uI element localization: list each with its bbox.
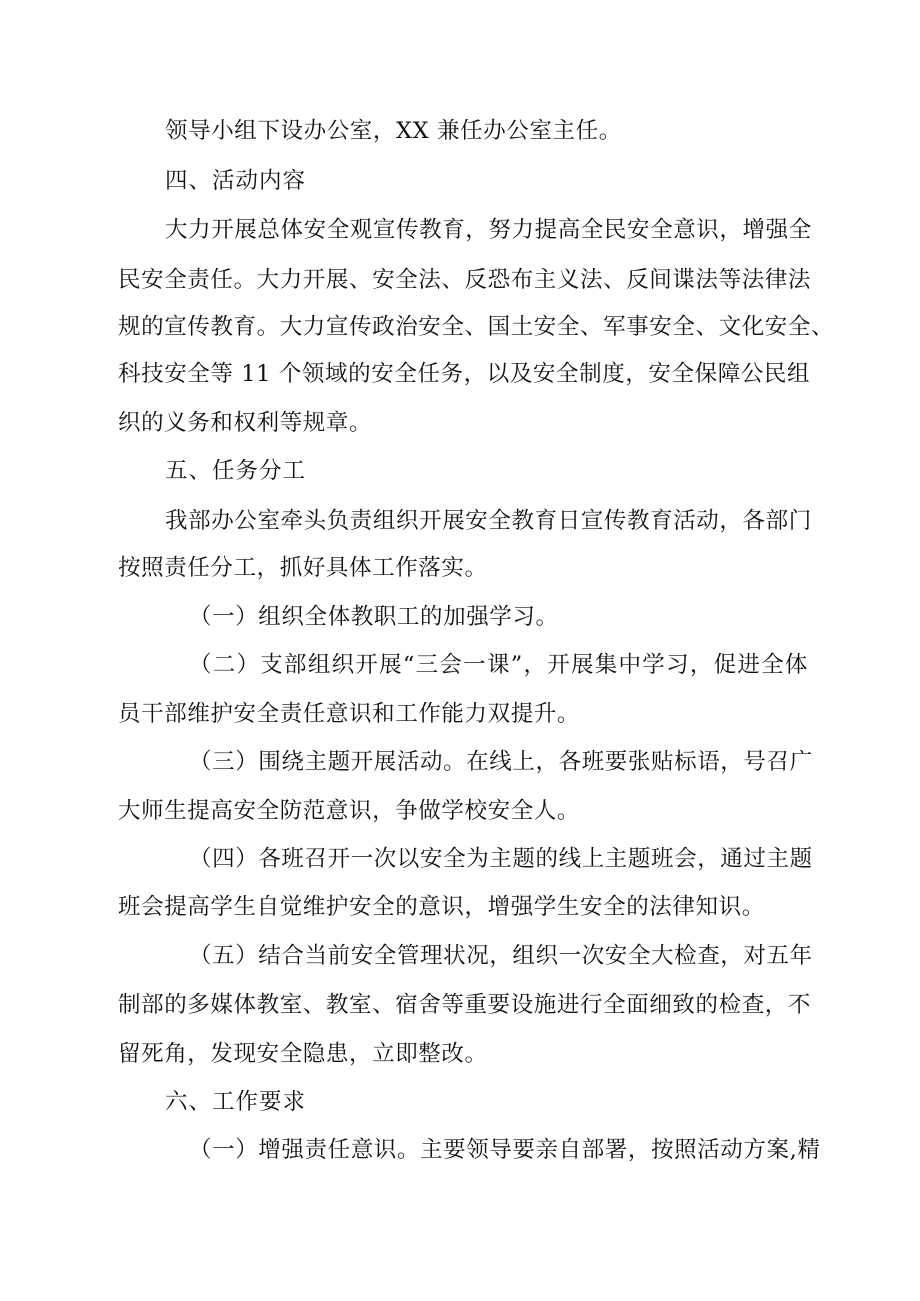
list-item: （二）支部组织开展“三会一课”，开展集中学习，促进全体 — [189, 652, 808, 678]
list-item: （一）增强责任意识。主要领导要亲自部署，按照活动方案,精 — [189, 1137, 821, 1163]
list-item-continuation: 班会提高学生自觉维护安全的意识，增强学生安全的法律知识。 — [118, 894, 765, 920]
list-item: （五）结合当前安全管理状况，组织一次安全大检查，对五年 — [189, 943, 813, 969]
paragraph-line: 我部办公室牵头负责组织开展安全教育日宣传教育活动，各部门 — [165, 508, 812, 534]
list-item: （四）各班召开一次以安全为主题的线上主题班会，通过主题 — [189, 846, 813, 872]
section-heading-four: 四、活动内容 — [165, 168, 307, 194]
section-heading-six: 六、工作要求 — [165, 1089, 307, 1115]
paragraph-line: 按照责任分工，抓好具体工作落实。 — [118, 555, 488, 581]
list-item-continuation: 制部的多媒体教室、教室、宿舍等重要设施进行全面细致的检查，不 — [118, 992, 812, 1018]
list-item-continuation: 员干部维护安全责任意识和工作能力双提升。 — [118, 701, 581, 727]
list-item: （三）围绕主题开展活动。在线上，各班要张贴标语，号召广 — [189, 749, 813, 775]
paragraph-line: 科技安全等 11 个领域的安全任务，以及安全制度，安全保障公民组 — [118, 361, 811, 387]
list-item: （一）组织全体教职工的加强学习。 — [189, 604, 559, 630]
paragraph-line: 领导小组下设办公室，XX 兼任办公室主任。 — [165, 118, 622, 144]
paragraph-line: 民安全责任。大力开展、安全法、反恐布主义法、反间谍法等法律法 — [118, 267, 812, 293]
list-item-continuation: 大师生提高安全防范意识，争做学校安全人。 — [118, 798, 581, 824]
paragraph-line: 规的宣传教育。大力宣传政治安全、国土安全、军事安全、文化安全、 — [118, 314, 835, 340]
section-heading-five: 五、任务分工 — [165, 458, 307, 484]
paragraph-line: 大力开展总体安全观宣传教育，努力提高全民安全意识，增强全 — [165, 217, 812, 243]
list-item-continuation: 留死角，发现安全隐患，立即整改。 — [118, 1041, 488, 1067]
paragraph-line: 织的义务和权利等规章。 — [118, 410, 373, 436]
